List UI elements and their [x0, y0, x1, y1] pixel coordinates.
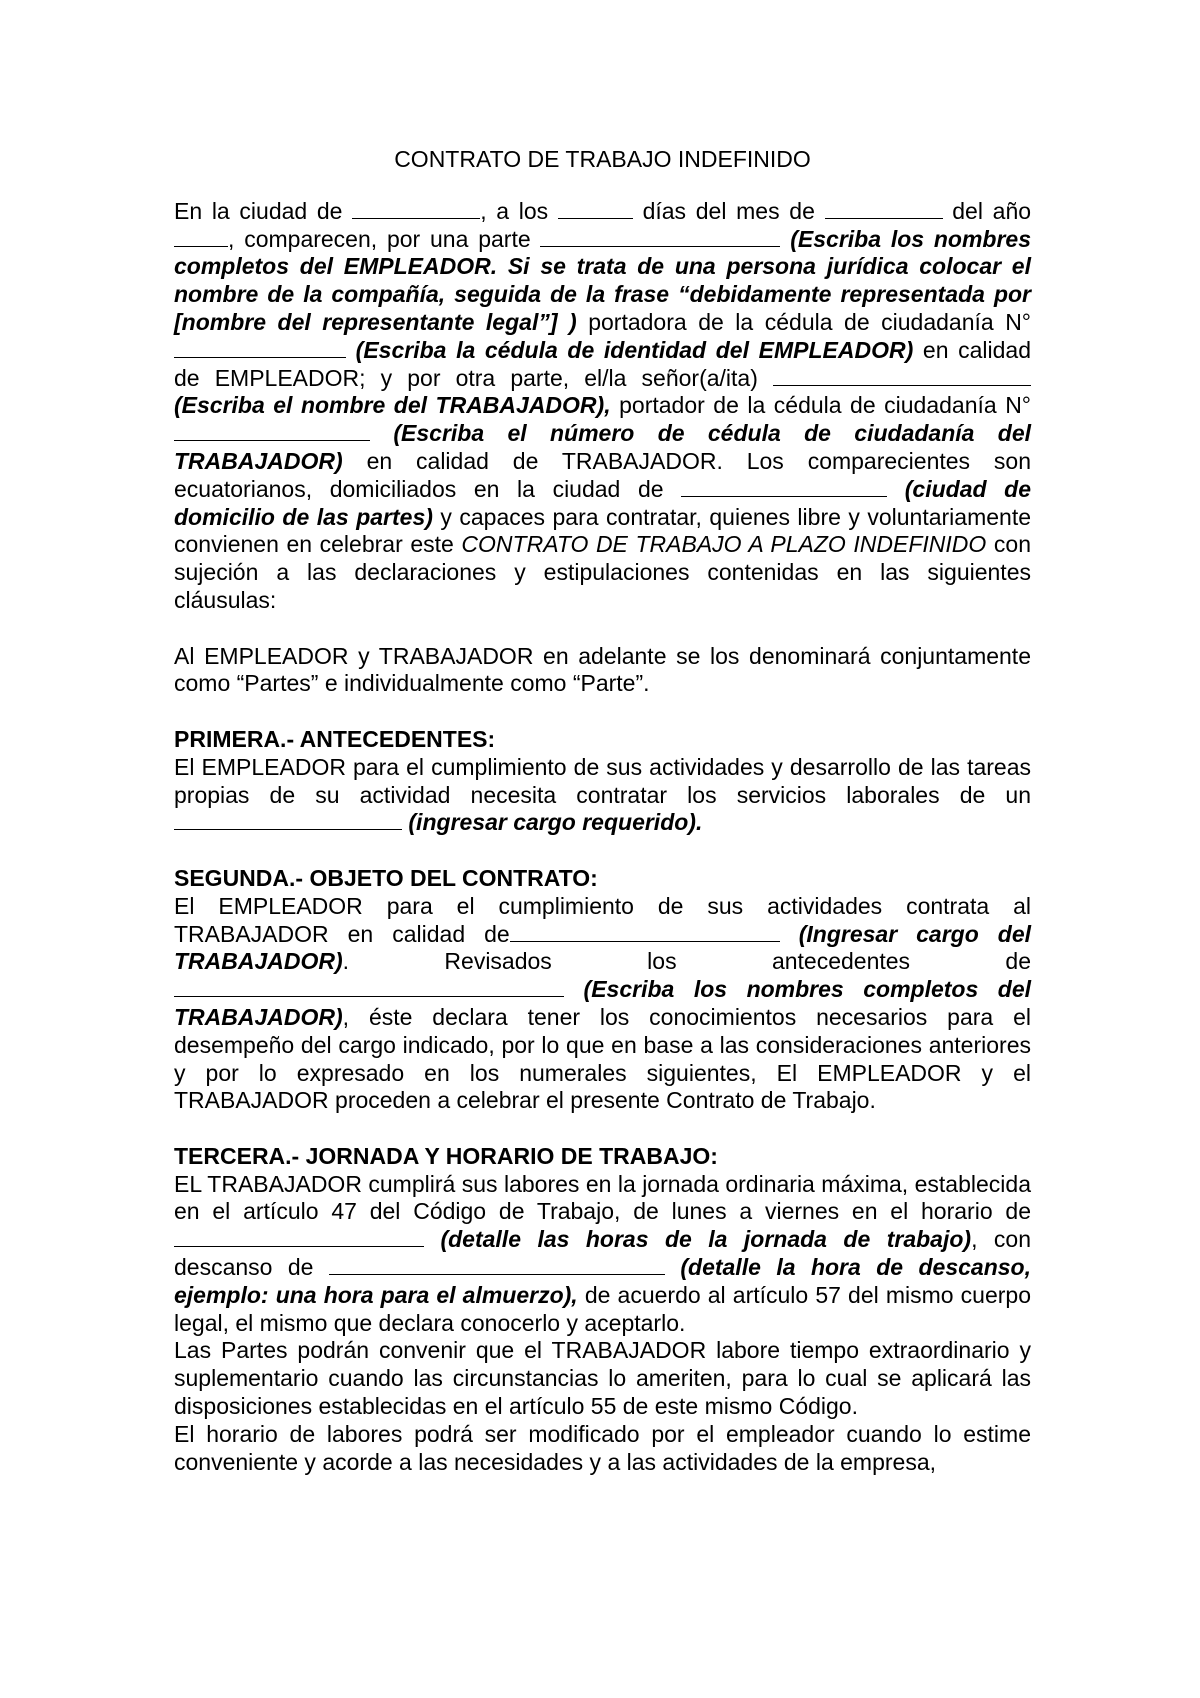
clause-segunda-body	[174, 893, 1031, 1115]
intro-text: , a los	[480, 197, 549, 224]
blank-year[interactable]	[174, 228, 228, 247]
blank-work-hours[interactable]	[174, 1228, 424, 1247]
clause-text: , éste declara tener los conocimientos necesarios para el desempeño del cargo indicado, por lo que en base a las consideraciones anteriores y por lo expresado en los numerales siguientes, El EMPLEADOR y el TRABAJADOR proceden a celebrar el presente Contrato de Trabajo.	[174, 1003, 1031, 1114]
document-page	[174, 146, 1031, 1476]
clause-text: EL TRABAJADOR cumplirá sus labores en la jornada ordinaria máxima, establecida en el artículo 47 del Código de Trabajo, de lunes a viernes en el horario de	[174, 1170, 1031, 1225]
clause-text: . Revisados los antecedentes de	[342, 948, 1031, 975]
blank-worker-position[interactable]	[510, 923, 780, 942]
clause-text: de acuerdo al artículo 57 del mismo cuerpo legal, el mismo que declara conocerlo y aceptarlo.	[174, 1281, 1032, 1336]
blank-city[interactable]	[352, 200, 480, 219]
clause-tercera-overtime: Las Partes podrán convenir que el TRABAJADOR labore tiempo extraordinario y suplementario cuando las circunstancias lo ameriten, para lo cual se aplicará las disposiciones establecidas en el artículo 55 de este mismo Código.	[174, 1337, 1031, 1420]
instruction-worker-name: (Escriba el nombre del TRABAJADOR),	[174, 392, 611, 419]
intro-text: portadora de la cédula de ciudadanía N°	[588, 308, 1032, 335]
blank-day[interactable]	[558, 200, 633, 219]
clause-tercera-heading: TERCERA.- JORNADA Y HORARIO DE TRABAJO:	[174, 1142, 718, 1169]
instruction-worker-id: (Escriba el número de cédula de ciudadanía del TRABAJADOR)	[174, 420, 1032, 474]
blank-rest-time[interactable]	[329, 1256, 665, 1275]
intro-text: días del mes de	[642, 197, 815, 224]
intro-text: y capaces para contratar, quienes libre y voluntariamente convienen en celebrar este	[174, 503, 1032, 558]
intro-text: del año	[952, 197, 1032, 224]
blank-employer-id[interactable]	[174, 339, 346, 358]
intro-text: En la ciudad de	[174, 197, 343, 224]
instruction-employer-id: (Escriba la cédula de identidad del EMPLEADOR)	[355, 336, 914, 363]
instruction-required-position: (ingresar cargo requerido).	[408, 809, 703, 836]
clause-tercera-schedule: El horario de labores podrá ser modificado por el empleador cuando lo estime conveniente y acorde a las necesidades y a las actividades de la empresa,	[174, 1420, 1031, 1475]
blank-worker-id[interactable]	[174, 422, 370, 441]
instruction-worker-full-name: (Escriba los nombres completos del TRABAJADOR)	[174, 976, 1031, 1030]
clause-primera-heading: PRIMERA.- ANTECEDENTES:	[174, 725, 496, 752]
intro-text: en calidad de TRABAJADOR. Los comparecientes son ecuatorianos, domiciliados en la ciudad de	[174, 447, 1032, 502]
intro-text: con sujeción a las declaraciones y estipulaciones contenidas en las siguientes cláusulas:	[174, 531, 1032, 613]
blank-employer-name[interactable]	[540, 228, 780, 247]
instruction-rest-time: (detalle la hora de descanso, ejemplo: una hora para el almuerzo),	[174, 1254, 1031, 1308]
clause-text: El EMPLEADOR para el cumplimiento de sus actividades y desarrollo de las tareas propias de su actividad necesita contratar los servicios laborales de un	[174, 753, 1031, 808]
clause-segunda-heading: SEGUNDA.- OBJETO DEL CONTRATO:	[174, 864, 598, 891]
intro-text: , comparecen, por una parte	[228, 225, 531, 252]
blank-month[interactable]	[825, 200, 943, 219]
intro-paragraph	[174, 198, 1031, 615]
clause-text: El EMPLEADOR para el cumplimiento de sus actividades contrata al TRABAJADOR en calidad de	[174, 892, 1031, 947]
parties-paragraph: Al EMPLEADOR y TRABAJADOR en adelante se los denominará conjuntamente como “Partes” e individualmente como “Parte”.	[174, 642, 1031, 697]
contract-type: CONTRATO DE TRABAJO A PLAZO INDEFINIDO	[461, 531, 987, 558]
blank-domicile-city[interactable]	[681, 478, 887, 497]
instruction-work-hours: (detalle las horas de la jornada de trabajo)	[440, 1226, 972, 1253]
blank-required-position[interactable]	[174, 811, 402, 830]
intro-text: portador de la cédula de ciudadanía N°	[619, 392, 1031, 419]
clause-primera-body	[174, 754, 1031, 837]
intro-text: en calidad de EMPLEADOR; y por otra parte, el/la señor(a/ita)	[174, 336, 1032, 391]
clause-text: , con descanso de	[174, 1226, 1032, 1281]
blank-worker-name[interactable]	[773, 367, 1031, 386]
instruction-domicile: (ciudad de domicilio de las partes)	[174, 475, 1031, 530]
document-title: CONTRATO DE TRABAJO INDEFINIDO	[394, 146, 811, 172]
instruction-employer-name: (Escriba los nombres completos del EMPLEADOR. Si se trata de una persona jurídica colocar el nombre de la compañía, seguida de la frase “debidamente representada por [nombre del representante legal”] )	[174, 225, 1031, 335]
clause-tercera-body	[174, 1171, 1031, 1338]
instruction-worker-position: (Ingresar cargo del TRABAJADOR)	[174, 920, 1032, 975]
blank-worker-full-name[interactable]	[174, 978, 564, 997]
